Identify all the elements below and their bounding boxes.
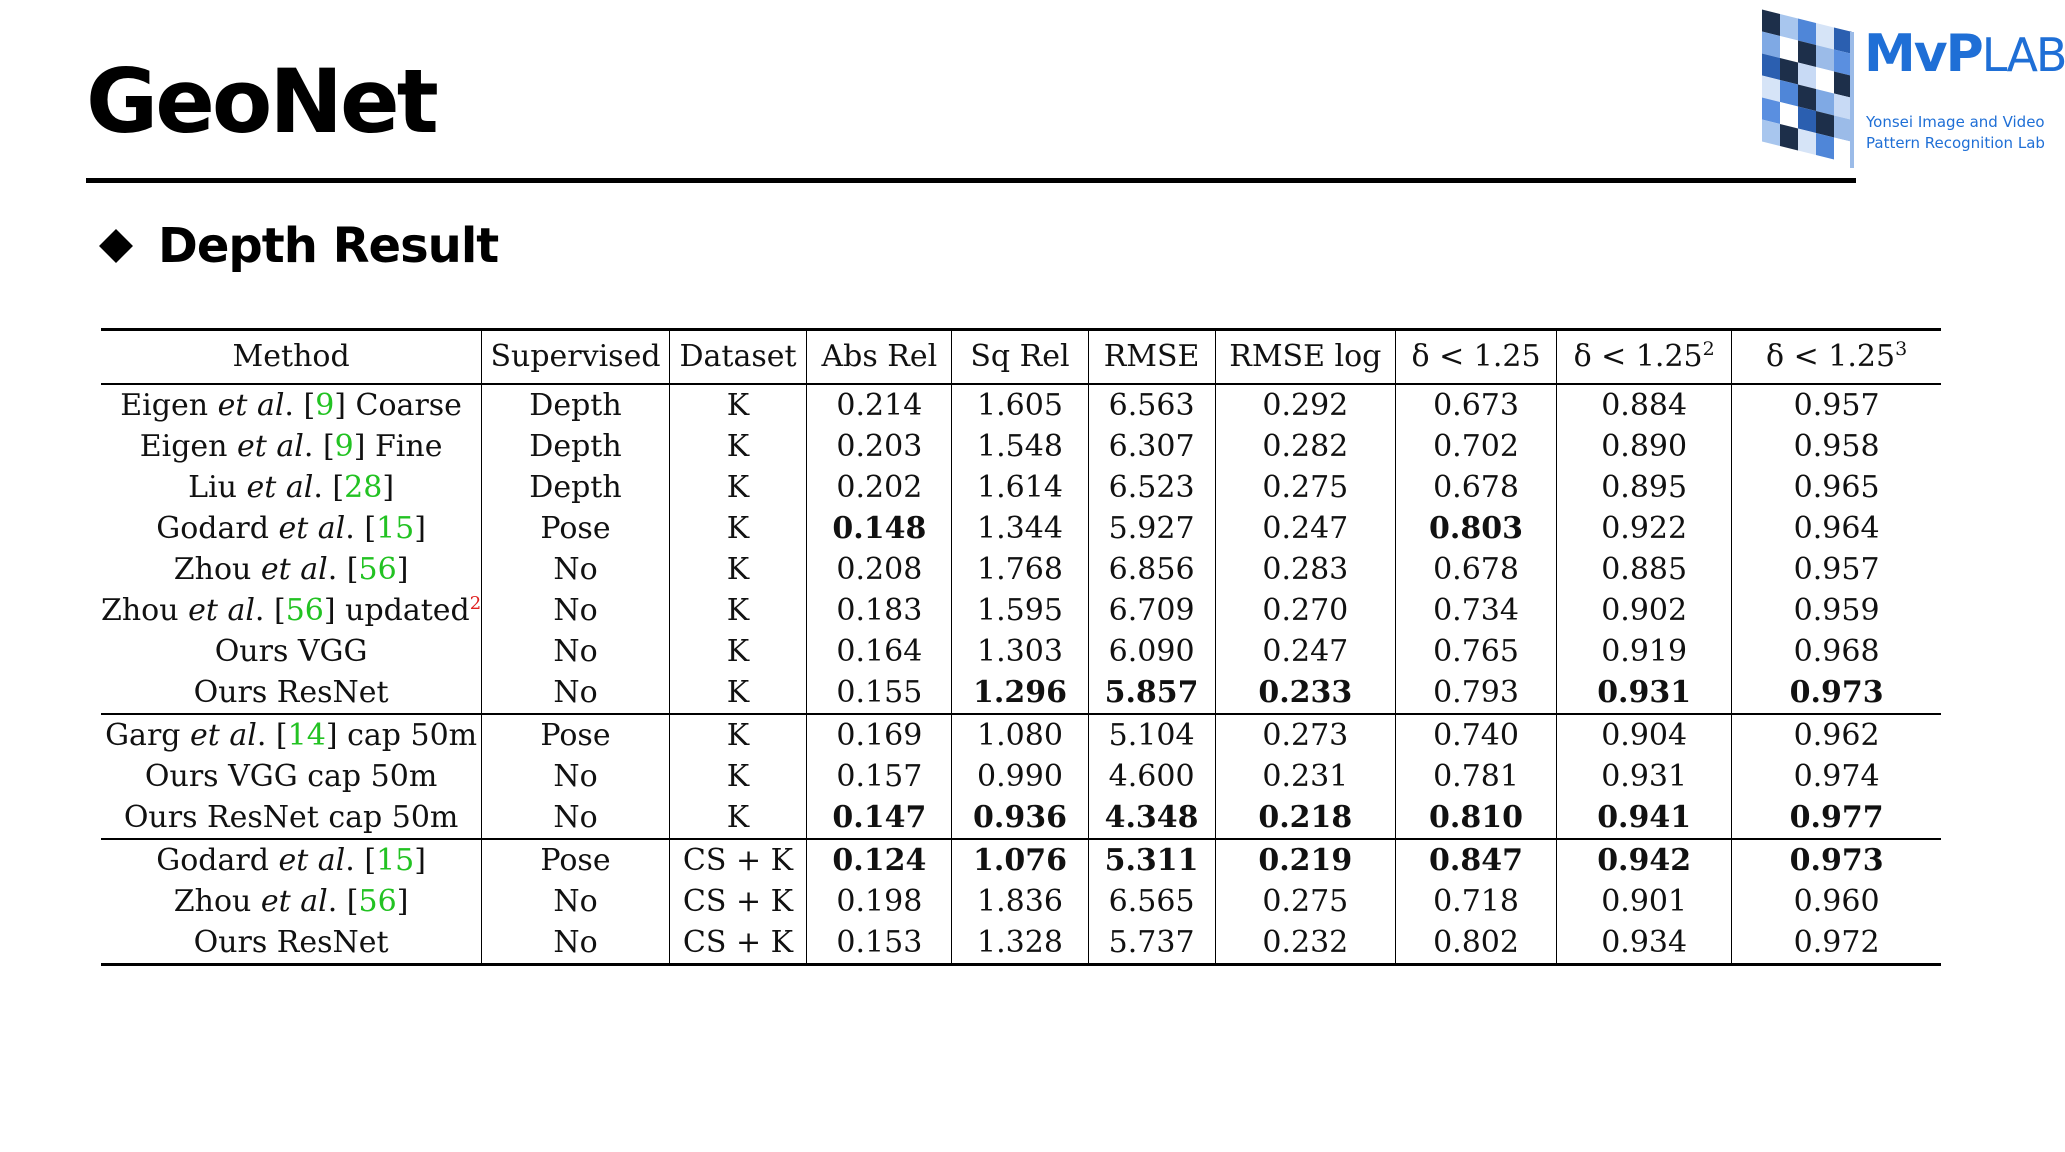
cell-d1: 0.793 <box>1395 672 1556 714</box>
cell-rmse-log: 0.218 <box>1215 797 1395 839</box>
method-name: Zhou <box>101 593 189 628</box>
header-delta-3-exp: 3 <box>1895 338 1908 360</box>
cell-d3: 0.974 <box>1793 759 1880 794</box>
method-name: Ours ResNet <box>193 925 389 960</box>
cell-supervised: Pose <box>482 714 670 756</box>
cell-supervised: No <box>482 631 670 672</box>
header-delta-2-exp: 2 <box>1702 338 1715 360</box>
cell-rmse: 4.348 <box>1088 797 1215 839</box>
method-citation: 14 <box>287 718 326 753</box>
method-punct: . [ <box>345 511 377 546</box>
cell-dataset: K <box>669 714 806 756</box>
table-row <box>101 922 1941 965</box>
cell-supervised: Pose <box>482 508 670 549</box>
lab-logo-lab: LAB <box>1981 28 2065 82</box>
header-dataset: Dataset <box>669 330 806 385</box>
cell-d3: 0.965 <box>1793 470 1880 505</box>
cell-abs-rel: 0.183 <box>807 590 952 631</box>
cell-rmse: 6.709 <box>1088 590 1215 631</box>
cell-rmse-log: 0.283 <box>1215 549 1395 590</box>
header-rmse: RMSE <box>1088 330 1215 385</box>
cell-method <box>101 672 482 714</box>
method-punct: . [ <box>254 593 286 628</box>
cell-supervised: No <box>482 549 670 590</box>
method-name: Eigen <box>139 429 238 464</box>
method-punct: . [ <box>284 388 316 423</box>
cell-method <box>101 508 482 549</box>
cell-sq-rel: 1.080 <box>952 714 1088 756</box>
cell-abs-rel: 0.157 <box>807 756 952 797</box>
table-row <box>101 549 1941 590</box>
cell-d2: 0.890 <box>1557 426 1732 467</box>
cell-rmse: 5.104 <box>1088 714 1215 756</box>
cell-d1: 0.765 <box>1395 631 1556 672</box>
method-suffix: ] Fine <box>353 429 443 464</box>
cell-d2: 0.904 <box>1557 714 1732 756</box>
method-etal: et al <box>190 718 257 753</box>
header-delta-2-base: δ < 1.25 <box>1573 339 1703 374</box>
diamond-bullet-icon <box>99 229 133 263</box>
cell-d2: 0.922 <box>1557 508 1732 549</box>
cell-sq-rel: 1.836 <box>952 881 1088 922</box>
table-row <box>101 839 1941 881</box>
method-punct: . [ <box>303 429 335 464</box>
lab-logo-mark-icon <box>1756 8 1860 178</box>
section-heading-text: Depth Result <box>158 218 499 274</box>
lab-logo-subtitle <box>1866 112 2045 154</box>
lab-logo-subtitle-line1: Yonsei Image and Video <box>1866 113 2045 131</box>
cell-method <box>101 426 482 467</box>
method-punct: . [ <box>345 843 377 878</box>
cell-d3: 0.959 <box>1793 593 1880 628</box>
method-etal: et al <box>278 843 346 878</box>
cell-d3: 0.962 <box>1793 718 1880 753</box>
cell-d3: 0.960 <box>1793 884 1880 919</box>
cell-method <box>101 881 482 922</box>
method-suffix: ] <box>396 884 409 919</box>
cell-rmse-log: 0.247 <box>1215 508 1395 549</box>
method-suffix: ] <box>414 511 426 546</box>
method-name: Godard <box>156 511 279 546</box>
cell-d1: 0.740 <box>1395 714 1556 756</box>
lab-logo-title <box>1864 24 2065 84</box>
header-delta-3-base: δ < 1.25 <box>1766 339 1896 374</box>
header-abs-rel: Abs Rel <box>807 330 952 385</box>
table-row <box>101 467 1941 508</box>
table-row <box>101 590 1941 631</box>
cell-d2: 0.902 <box>1557 590 1732 631</box>
method-punct: . [ <box>327 552 359 587</box>
cell-d1: 0.802 <box>1395 922 1556 965</box>
method-etal: et al <box>260 884 328 919</box>
method-citation: 56 <box>285 593 324 628</box>
method-name: Liu <box>188 470 247 505</box>
cell-d2: 0.885 <box>1557 549 1732 590</box>
method-citation: 9 <box>315 388 335 423</box>
cell-d1: 0.734 <box>1395 590 1556 631</box>
cell-sq-rel: 1.296 <box>952 672 1088 714</box>
cell-method <box>101 384 482 426</box>
slide-title: GeoNet <box>86 50 436 153</box>
cell-dataset: K <box>669 549 806 590</box>
cell-dataset: K <box>669 797 806 839</box>
cell-rmse: 4.600 <box>1088 756 1215 797</box>
cell-rmse: 6.563 <box>1088 384 1215 426</box>
table-row <box>101 714 1941 756</box>
cell-rmse: 6.090 <box>1088 631 1215 672</box>
cell-method <box>101 922 482 965</box>
title-divider <box>86 178 1856 183</box>
cell-dataset: K <box>669 756 806 797</box>
cell-dataset: CS + K <box>669 922 806 965</box>
cell-sq-rel: 0.990 <box>952 756 1088 797</box>
table-row <box>101 756 1941 797</box>
cell-sq-rel: 1.344 <box>952 508 1088 549</box>
cell-rmse: 6.307 <box>1088 426 1215 467</box>
cell-method <box>101 839 482 881</box>
cell-method <box>101 756 482 797</box>
cell-d1: 0.678 <box>1395 467 1556 508</box>
table-row <box>101 672 1941 714</box>
method-name: Zhou <box>173 884 261 919</box>
method-citation: 9 <box>334 429 354 464</box>
cell-sq-rel: 1.328 <box>952 922 1088 965</box>
table-row <box>101 797 1941 839</box>
header-delta-2 <box>1557 330 1732 385</box>
header-rmse-log: RMSE log <box>1215 330 1395 385</box>
method-punct: . [ <box>313 470 345 505</box>
header-delta-3 <box>1732 330 1941 385</box>
method-suffix: ] Coarse <box>334 388 462 423</box>
method-name: Garg <box>105 718 191 753</box>
cell-d2: 0.934 <box>1557 922 1732 965</box>
cell-d3: 0.973 <box>1789 843 1884 878</box>
method-etal: et al <box>278 511 346 546</box>
cell-sq-rel: 0.936 <box>952 797 1088 839</box>
method-suffix: ] <box>382 470 395 505</box>
cell-rmse-log: 0.292 <box>1215 384 1395 426</box>
cell-dataset: K <box>669 631 806 672</box>
cell-dataset: K <box>669 384 806 426</box>
cell-dataset: CS + K <box>669 839 806 881</box>
cell-rmse-log: 0.231 <box>1215 756 1395 797</box>
cell-method <box>101 797 482 839</box>
table-row <box>101 426 1941 467</box>
method-name: Ours VGG cap 50m <box>144 759 438 794</box>
cell-supervised: Depth <box>482 467 670 508</box>
cell-rmse: 5.927 <box>1088 508 1215 549</box>
header-method: Method <box>101 330 482 385</box>
cell-rmse: 6.856 <box>1088 549 1215 590</box>
method-suffix: ] <box>414 843 426 878</box>
cell-supervised: No <box>482 797 670 839</box>
cell-abs-rel: 0.198 <box>807 881 952 922</box>
method-citation: 15 <box>376 843 415 878</box>
cell-method <box>101 590 482 631</box>
cell-rmse: 5.737 <box>1088 922 1215 965</box>
cell-rmse: 5.857 <box>1088 672 1215 714</box>
cell-rmse-log: 0.233 <box>1215 672 1395 714</box>
cell-dataset: K <box>669 508 806 549</box>
cell-supervised: No <box>482 922 670 965</box>
header-supervised: Supervised <box>482 330 670 385</box>
lab-logo-subtitle-line2: Pattern Recognition Lab <box>1866 134 2045 152</box>
lab-logo <box>1756 8 2065 178</box>
table-body <box>101 384 1941 965</box>
cell-rmse-log: 0.273 <box>1215 714 1395 756</box>
cell-rmse-log: 0.275 <box>1215 467 1395 508</box>
method-punct: . [ <box>256 718 288 753</box>
cell-abs-rel: 0.147 <box>807 797 952 839</box>
method-suffix: ] updated <box>323 593 470 628</box>
cell-rmse-log: 0.275 <box>1215 881 1395 922</box>
cell-supervised: Depth <box>482 384 670 426</box>
cell-d2: 0.919 <box>1557 631 1732 672</box>
cell-d2: 0.931 <box>1557 672 1732 714</box>
lab-logo-mvp: MvP <box>1864 24 1982 84</box>
method-name: Godard <box>156 843 279 878</box>
cell-d3: 0.972 <box>1793 925 1880 960</box>
cell-d2: 0.942 <box>1557 839 1732 881</box>
method-etal: et al <box>260 552 328 587</box>
table-header-row <box>101 330 1941 385</box>
cell-dataset: K <box>669 426 806 467</box>
cell-rmse-log: 0.232 <box>1215 922 1395 965</box>
cell-dataset: CS + K <box>669 881 806 922</box>
cell-d2: 0.901 <box>1557 881 1732 922</box>
cell-sq-rel: 1.076 <box>952 839 1088 881</box>
cell-d3: 0.958 <box>1793 429 1880 464</box>
method-footnote: 2 <box>469 593 482 614</box>
table-row <box>101 508 1941 549</box>
cell-sq-rel: 1.605 <box>952 384 1088 426</box>
cell-supervised: No <box>482 756 670 797</box>
cell-abs-rel: 0.148 <box>807 508 952 549</box>
cell-supervised: No <box>482 590 670 631</box>
cell-d3: 0.973 <box>1789 675 1884 710</box>
cell-method <box>101 631 482 672</box>
cell-d2: 0.884 <box>1557 384 1732 426</box>
header-sq-rel: Sq Rel <box>952 330 1088 385</box>
method-etal: et al <box>237 429 304 464</box>
table-row <box>101 384 1941 426</box>
cell-abs-rel: 0.153 <box>807 922 952 965</box>
cell-method <box>101 549 482 590</box>
cell-d2: 0.931 <box>1557 756 1732 797</box>
cell-supervised: Depth <box>482 426 670 467</box>
cell-dataset: K <box>669 590 806 631</box>
cell-d3: 0.977 <box>1789 800 1884 835</box>
cell-d1: 0.718 <box>1395 881 1556 922</box>
table-row <box>101 881 1941 922</box>
method-citation: 56 <box>358 552 397 587</box>
cell-d3: 0.957 <box>1793 388 1880 423</box>
cell-rmse-log: 0.219 <box>1215 839 1395 881</box>
cell-abs-rel: 0.208 <box>807 549 952 590</box>
method-etal: et al <box>246 470 314 505</box>
cell-d1: 0.803 <box>1395 508 1556 549</box>
method-name: Ours VGG <box>214 634 368 669</box>
method-name: Zhou <box>173 552 261 587</box>
cell-rmse-log: 0.247 <box>1215 631 1395 672</box>
method-name: Ours ResNet <box>193 675 389 710</box>
cell-supervised: No <box>482 881 670 922</box>
method-suffix: ] cap 50m <box>325 718 478 753</box>
cell-sq-rel: 1.548 <box>952 426 1088 467</box>
cell-dataset: K <box>669 672 806 714</box>
cell-rmse: 6.565 <box>1088 881 1215 922</box>
cell-d2: 0.895 <box>1557 467 1732 508</box>
cell-rmse: 6.523 <box>1088 467 1215 508</box>
cell-d1: 0.781 <box>1395 756 1556 797</box>
cell-abs-rel: 0.203 <box>807 426 952 467</box>
cell-d1: 0.702 <box>1395 426 1556 467</box>
cell-method <box>101 714 482 756</box>
cell-sq-rel: 1.768 <box>952 549 1088 590</box>
method-citation: 28 <box>344 470 383 505</box>
method-citation: 15 <box>376 511 415 546</box>
cell-sq-rel: 1.595 <box>952 590 1088 631</box>
cell-rmse-log: 0.270 <box>1215 590 1395 631</box>
cell-abs-rel: 0.202 <box>807 467 952 508</box>
cell-sq-rel: 1.614 <box>952 467 1088 508</box>
cell-supervised: Pose <box>482 839 670 881</box>
section-heading <box>104 218 498 274</box>
method-punct: . [ <box>327 884 359 919</box>
cell-rmse: 5.311 <box>1088 839 1215 881</box>
header-delta-1: δ < 1.25 <box>1395 330 1556 385</box>
cell-abs-rel: 0.169 <box>807 714 952 756</box>
table-row <box>101 631 1941 672</box>
cell-method <box>101 467 482 508</box>
cell-d1: 0.678 <box>1395 549 1556 590</box>
cell-abs-rel: 0.164 <box>807 631 952 672</box>
cell-abs-rel: 0.155 <box>807 672 952 714</box>
cell-d1: 0.810 <box>1395 797 1556 839</box>
cell-supervised: No <box>482 672 670 714</box>
cell-d1: 0.673 <box>1395 384 1556 426</box>
cell-abs-rel: 0.214 <box>807 384 952 426</box>
method-suffix: ] <box>396 552 409 587</box>
cell-abs-rel: 0.124 <box>807 839 952 881</box>
cell-d2: 0.941 <box>1557 797 1732 839</box>
cell-d1: 0.847 <box>1395 839 1556 881</box>
cell-d3: 0.957 <box>1793 552 1880 587</box>
method-etal: et al <box>188 593 255 628</box>
method-etal: et al <box>217 388 285 423</box>
method-citation: 56 <box>358 884 397 919</box>
cell-sq-rel: 1.303 <box>952 631 1088 672</box>
cell-d3: 0.968 <box>1793 634 1880 669</box>
method-name: Ours ResNet cap 50m <box>123 800 459 835</box>
depth-results-table-container <box>101 328 1941 966</box>
cell-d3: 0.964 <box>1793 511 1880 546</box>
cell-rmse-log: 0.282 <box>1215 426 1395 467</box>
depth-results-table <box>101 328 1941 966</box>
method-name: Eigen <box>120 388 218 423</box>
cell-dataset: K <box>669 467 806 508</box>
